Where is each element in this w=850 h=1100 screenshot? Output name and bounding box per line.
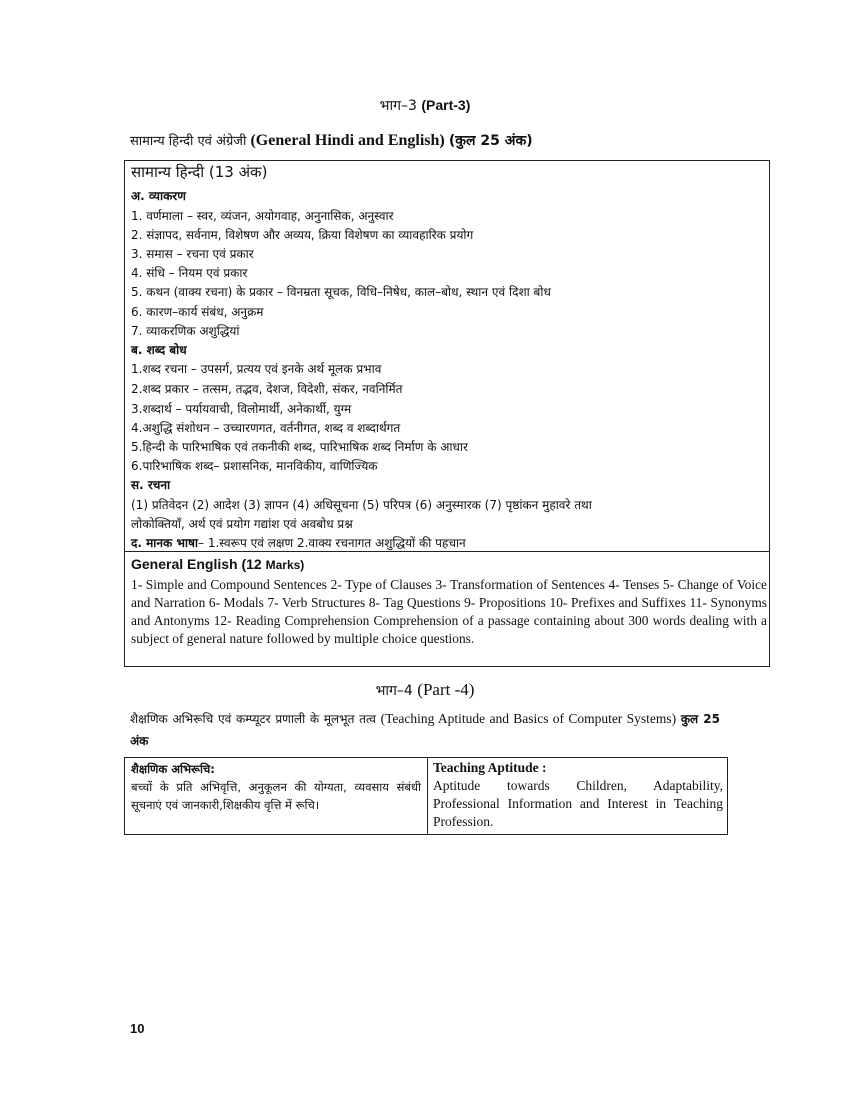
teaching-aptitude-table (124, 757, 728, 835)
part3-subheading-english: (General Hindi and English) (250, 132, 445, 149)
word-knowledge-item: 3.शब्दार्थ – पर्यायवाची, विलोमार्थी, अनेकार्थी, युग्म (131, 402, 352, 416)
grammar-item: 4. संधि – नियम एवं प्रकार (131, 266, 248, 280)
general-english-syllabus: 1- Simple and Compound Sentences 2- Type of Clauses 3- Transformation of Sentences 4- Tenses 5- Change of Voice and Narration 6- Modals 7- Verb Structures 8- Tag Questions 9- Propositions 10- Prefixes and Suffixes 11- Synonyms and Antonyms 12- Reading Comprehension Comprehension of a passage containing about 300 words dealing with a subject of general nature followed by multiple choice questions. (131, 577, 767, 646)
general-english-box (124, 552, 770, 667)
general-english-title-marks: Marks) (265, 558, 305, 572)
teaching-aptitude-english-cell (433, 759, 723, 831)
part3-subheading-hindi: सामान्य हिन्दी एवं अंग्रेजी (130, 134, 247, 149)
teaching-aptitude-hindi-text: बच्चों के प्रति अभिवृत्ति, अनुकूलन की योग्यता, व्यवसाय संबंधी सूचनाएं एवं जानकारी,शिक्षकीय वृत्ति में रूचि। (131, 780, 421, 812)
standard-language-title: द. मानक भाषा (131, 536, 199, 550)
part4-heading (0, 680, 850, 700)
teaching-aptitude-hindi-cell (131, 760, 421, 814)
word-knowledge-title: ब. शब्द बोध (131, 343, 187, 357)
part3-heading (0, 96, 850, 115)
grammar-title: अ. व्याकरण (131, 189, 186, 203)
part4-subheading-hindi: शैक्षणिक अभिरूचि एवं कम्प्यूटर प्रणाली के मूलभूत तत्व (130, 712, 376, 726)
page-number: 10 (130, 1021, 145, 1036)
part3-heading-hindi: भाग–3 (379, 98, 417, 114)
general-hindi-title: सामान्य हिन्दी (13 अंक) (131, 163, 268, 181)
word-knowledge-item: 6.पारिभाषिक शब्द– प्रशासनिक, मानविकीय, वाणिज्यिक (131, 459, 378, 473)
word-knowledge-item: 4.अशुद्धि संशोधन – उच्चारणगत, वर्तनीगत, शब्द व शब्दार्थगत (131, 421, 401, 435)
composition-text: लोकोक्तियाँ, अर्थ एवं प्रयोग गद्यांश एवं अवबोध प्रश्न (131, 517, 353, 531)
grammar-item: 5. कथन (वाक्य रचना) के प्रकार – विनम्रता सूचक, विधि–निषेध, काल–बोध, स्थान एवं दिशा बोध (131, 285, 551, 299)
part3-heading-english: (Part-3) (421, 97, 471, 113)
teaching-aptitude-english-text: Aptitude towards Children, Adaptability, Professional Information and Interest in Teaching Profession. (433, 778, 723, 829)
part3-subheading-marks: (कुल 25 अंक) (448, 133, 533, 149)
grammar-item: 1. वर्णमाला – स्वर, व्यंजन, अयोगवाह, अनुनासिक, अनुस्वार (131, 209, 394, 223)
part4-subheading (130, 708, 720, 752)
part4-heading-english: (Part -4) (417, 680, 475, 699)
composition-title: स. रचना (131, 478, 171, 492)
general-english-title (131, 556, 304, 572)
word-knowledge-item: 1.शब्द रचना – उपसर्ग, प्रत्यय एवं इनके अर्थ मूलक प्रभाव (131, 362, 382, 376)
grammar-item: 7. व्याकरणिक अशुद्धियां (131, 324, 240, 338)
part4-subheading-english: (Teaching Aptitude and Basics of Computer Systems) (380, 711, 677, 726)
standard-language-line (131, 535, 466, 551)
part4-heading-hindi: भाग–4 (375, 683, 413, 699)
part4-subheading-marks: कुल 25 अंक (130, 712, 720, 748)
standard-language-text: – 1.स्वरूप एवं लक्षण 2.वाक्य रचनागत अशुद्धियों की पहचान (198, 536, 466, 550)
table-divider (427, 758, 428, 834)
teaching-aptitude-hindi-title: शैक्षणिक अभिरूचि: (131, 762, 215, 776)
word-knowledge-item: 2.शब्द प्रकार – तत्सम, तद्भव, देशज, विदेशी, संकर, नवनिर्मित (131, 382, 403, 396)
grammar-item: 2. संज्ञापद, सर्वनाम, विशेषण और अव्यय, क्रिया विशेषण का व्यावहारिक प्रयोग (131, 228, 474, 242)
word-knowledge-item: 5.हिन्दी के पारिभाषिक एवं तकनीकी शब्द, पारिभाषिक शब्द निर्माण के आधार (131, 440, 468, 454)
grammar-item: 6. कारण–कार्य संबंध, अनुक्रम (131, 305, 264, 319)
grammar-item: 3. समास – रचना एवं प्रकार (131, 247, 254, 261)
general-english-title-text: General English (12 (131, 556, 262, 572)
part3-subheading (130, 131, 750, 150)
teaching-aptitude-english-title: Teaching Aptitude : (433, 760, 547, 775)
general-hindi-box (124, 160, 770, 552)
composition-text: (1) प्रतिवेदन (2) आदेश (3) ज्ञापन (4) अधिसूचना (5) परिपत्र (6) अनुस्मारक (7) पृष्ठांकन मुहावरे तथा (131, 498, 592, 512)
